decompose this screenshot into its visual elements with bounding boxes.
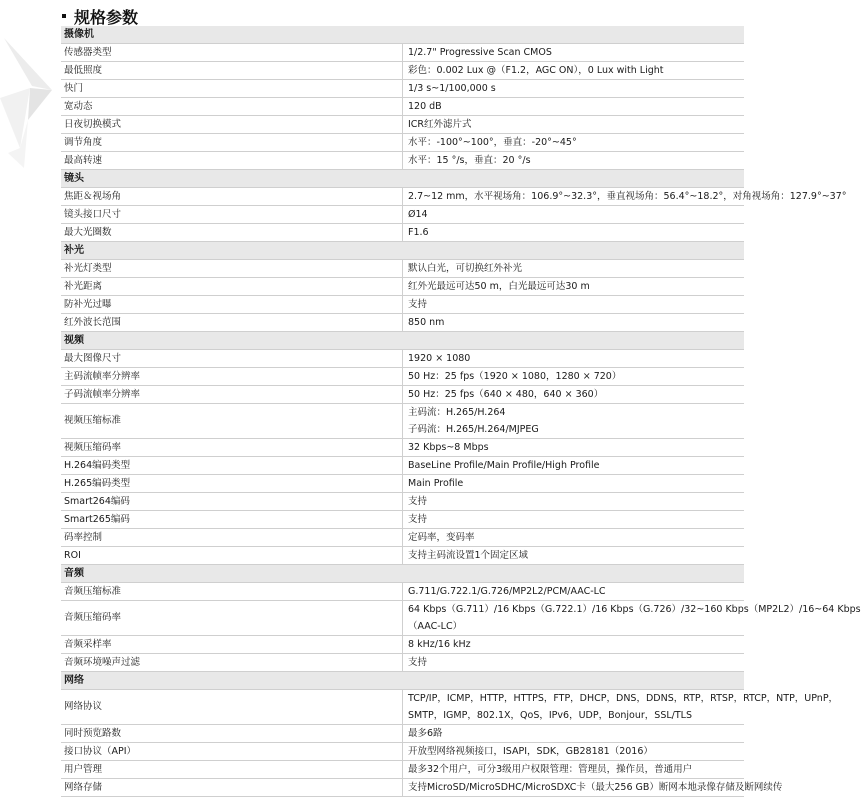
section-header-label: 补光 — [61, 242, 744, 260]
spec-value-line: 开放型网络视频接口，ISAPI，SDK，GB28181（2016） — [408, 746, 653, 757]
spec-value-line: TCP/IP，ICMP，HTTP，HTTPS，FTP，DHCP，DNS，DDNS，RTP，RTSP，RTCP，NTP，UPnP， — [408, 693, 839, 704]
spec-label: 音频压缩标准 — [61, 583, 403, 601]
spec-value — [403, 457, 745, 475]
spec-row — [61, 439, 744, 457]
spec-label: 传感器类型 — [61, 44, 403, 62]
spec-label: 视频压缩码率 — [61, 439, 403, 457]
spec-row — [61, 761, 744, 779]
spec-value — [403, 636, 745, 654]
spec-value — [403, 583, 745, 601]
spec-value — [403, 260, 745, 278]
spec-label: 音频环境噪声过滤 — [61, 654, 403, 672]
spec-value-line: BaseLine Profile/Main Profile/High Profile — [408, 460, 600, 471]
spec-value-line: 水平：-100°~100°，垂直：-20°~45° — [408, 137, 577, 148]
spec-value — [403, 654, 745, 672]
spec-value-line: Ø14 — [408, 209, 428, 220]
spec-label: 网络协议 — [61, 690, 403, 725]
spec-value — [403, 743, 745, 761]
spec-row — [61, 475, 744, 493]
spec-label: 子码流帧率分辨率 — [61, 386, 403, 404]
spec-label: 用户管理 — [61, 761, 403, 779]
spec-row — [61, 547, 744, 565]
section-header-label: 摄像机 — [61, 26, 744, 44]
spec-value — [403, 475, 745, 493]
section-header-label: 视频 — [61, 332, 744, 350]
spec-row — [61, 116, 744, 134]
section-header — [61, 242, 744, 260]
section-header-label: 网络 — [61, 672, 744, 690]
spec-label: 最高转速 — [61, 152, 403, 170]
spec-row — [61, 601, 744, 636]
spec-label: 快门 — [61, 80, 403, 98]
spec-value — [403, 404, 745, 439]
spec-value-line: 定码率，变码率 — [408, 532, 475, 543]
spec-row — [61, 493, 744, 511]
spec-value-line: G.711/G.722.1/G.726/MP2L2/PCM/AAC-LC — [408, 586, 606, 597]
spec-value-line: 1/3 s~1/100,000 s — [408, 83, 496, 94]
spec-value — [403, 690, 839, 725]
spec-value-line: 最多6路 — [408, 728, 443, 739]
spec-table-body — [61, 26, 861, 797]
spec-value-line: 2.7~12 mm，水平视场角：106.9°~32.3°，垂直视场角：56.4°~18.2°，对角视场角：127.9°~37° — [408, 191, 847, 202]
spec-value — [403, 547, 745, 565]
spec-value-line: 红外光最远可达50 m，白光最远可达30 m — [408, 281, 590, 292]
spec-value — [403, 152, 745, 170]
spec-value — [403, 98, 745, 116]
spec-value — [403, 296, 745, 314]
spec-label: 调节角度 — [61, 134, 403, 152]
spec-label: Smart265编码 — [61, 511, 403, 529]
spec-value-line: F1.6 — [408, 227, 429, 238]
spec-value-line: 最多32个用户，可分3级用户权限管理：管理员，操作员，普通用户 — [408, 764, 693, 775]
section-header — [61, 26, 744, 44]
spec-row — [61, 386, 744, 404]
spec-label: 宽动态 — [61, 98, 403, 116]
spec-value-line: Main Profile — [408, 478, 464, 489]
spec-value-line: 支持主码流设置1个固定区域 — [408, 550, 529, 561]
spec-row — [61, 779, 744, 797]
spec-label: 码率控制 — [61, 529, 403, 547]
spec-row — [61, 260, 744, 278]
spec-label: ROI — [61, 547, 403, 565]
spec-value-line: 子码流：H.265/H.264/MJPEG — [408, 424, 539, 435]
spec-value-line: 850 nm — [408, 317, 445, 328]
spec-label: 补光距离 — [61, 278, 403, 296]
spec-value-line: （AAC-LC） — [408, 621, 463, 632]
spec-value-line: 默认白光，可切换红外补光 — [408, 263, 523, 274]
spec-label: 视频压缩标准 — [61, 404, 403, 439]
spec-value — [403, 224, 745, 242]
spec-value — [403, 779, 783, 797]
spec-row — [61, 529, 744, 547]
spec-row — [61, 296, 744, 314]
spec-label: 焦距＆视场角 — [61, 188, 403, 206]
spec-value-line: ICR红外滤片式 — [408, 119, 472, 130]
spec-value — [403, 368, 745, 386]
section-header-label: 镜头 — [61, 170, 744, 188]
decorative-star-graphic — [0, 28, 60, 178]
spec-value — [403, 116, 745, 134]
spec-label: 音频采样率 — [61, 636, 403, 654]
spec-label: H.264编码类型 — [61, 457, 403, 475]
spec-value — [403, 493, 745, 511]
spec-value-line: 32 Kbps~8 Mbps — [408, 442, 489, 453]
spec-value-line: 支持 — [408, 657, 428, 668]
spec-value-line: 120 dB — [408, 101, 442, 112]
spec-value-line: 50 Hz：25 fps（640 × 480，640 × 360） — [408, 389, 604, 400]
spec-value-line: 主码流：H.265/H.264 — [408, 407, 506, 418]
spec-row — [61, 134, 744, 152]
spec-value-line: 1920 × 1080 — [408, 353, 471, 364]
section-header-label: 音频 — [61, 565, 744, 583]
spec-value — [403, 206, 745, 224]
spec-row — [61, 636, 744, 654]
spec-value — [403, 511, 745, 529]
spec-label: 镜头接口尺寸 — [61, 206, 403, 224]
spec-value — [403, 386, 745, 404]
spec-value — [403, 529, 745, 547]
section-header — [61, 332, 744, 350]
spec-value — [403, 761, 745, 779]
spec-label: Smart264编码 — [61, 493, 403, 511]
spec-row — [61, 743, 744, 761]
spec-row — [61, 224, 744, 242]
spec-label: 最大图像尺寸 — [61, 350, 403, 368]
spec-label: 网络存储 — [61, 779, 403, 797]
spec-label: 最低照度 — [61, 62, 403, 80]
spec-value — [403, 188, 847, 206]
spec-value — [403, 44, 745, 62]
spec-value — [403, 439, 745, 457]
spec-row — [61, 314, 744, 332]
spec-label: 补光灯类型 — [61, 260, 403, 278]
spec-value — [403, 134, 745, 152]
spec-row — [61, 457, 744, 475]
spec-value-line: SMTP，IGMP，802.1X，QoS，IPv6，UDP，Bonjour，SSL/TLS — [408, 710, 692, 721]
spec-value-line: 64 Kbps（G.711）/16 Kbps（G.722.1）/16 Kbps（G.726）/32~160 Kbps（MP2L2）/16~64 Kbps — [408, 604, 861, 615]
spec-row — [61, 404, 744, 439]
spec-row — [61, 80, 744, 98]
spec-row — [61, 690, 744, 725]
spec-value — [403, 278, 745, 296]
page-title — [56, 6, 138, 26]
section-header — [61, 565, 744, 583]
section-header — [61, 170, 744, 188]
spec-row — [61, 98, 744, 116]
spec-value — [403, 314, 745, 332]
spec-row — [61, 350, 744, 368]
spec-row — [61, 511, 744, 529]
spec-row — [61, 62, 744, 80]
spec-value-line: 支持MicroSD/MicroSDHC/MicroSDXC卡（最大256 GB）断网本地录像存储及断网续传 — [408, 782, 783, 793]
spec-row — [61, 583, 744, 601]
spec-label: 音频压缩码率 — [61, 601, 403, 636]
spec-value — [403, 601, 861, 636]
spec-value-line: 支持 — [408, 514, 428, 525]
spec-table — [61, 26, 861, 797]
spec-label: 同时预览路数 — [61, 725, 403, 743]
spec-label: 最大光圈数 — [61, 224, 403, 242]
spec-label: 日夜切换模式 — [61, 116, 403, 134]
section-header — [61, 672, 744, 690]
spec-value-line: 水平：15 °/s，垂直：20 °/s — [408, 155, 531, 166]
spec-row — [61, 152, 744, 170]
title-bullet-icon — [62, 14, 66, 18]
spec-value — [403, 725, 745, 743]
spec-row — [61, 206, 744, 224]
page-title-text: 规格参数 — [74, 7, 139, 27]
spec-row — [61, 278, 744, 296]
spec-value-line: 彩色：0.002 Lux @（F1.2，AGC ON），0 Lux with Light — [408, 65, 664, 76]
spec-row — [61, 188, 744, 206]
spec-value-line: 支持 — [408, 496, 428, 507]
spec-label: 红外波长范围 — [61, 314, 403, 332]
spec-value-line: 8 kHz/16 kHz — [408, 639, 471, 650]
spec-value-line: 支持 — [408, 299, 428, 310]
spec-label: 接口协议（API） — [61, 743, 403, 761]
spec-value — [403, 350, 745, 368]
spec-row — [61, 368, 744, 386]
spec-label: 主码流帧率分辨率 — [61, 368, 403, 386]
spec-value — [403, 80, 745, 98]
spec-value-line: 1/2.7" Progressive Scan CMOS — [408, 47, 552, 58]
spec-label: H.265编码类型 — [61, 475, 403, 493]
spec-value — [403, 62, 745, 80]
spec-row — [61, 725, 744, 743]
spec-label: 防补光过曝 — [61, 296, 403, 314]
spec-value-line: 50 Hz：25 fps（1920 × 1080，1280 × 720） — [408, 371, 622, 382]
spec-row — [61, 44, 744, 62]
spec-row — [61, 654, 744, 672]
